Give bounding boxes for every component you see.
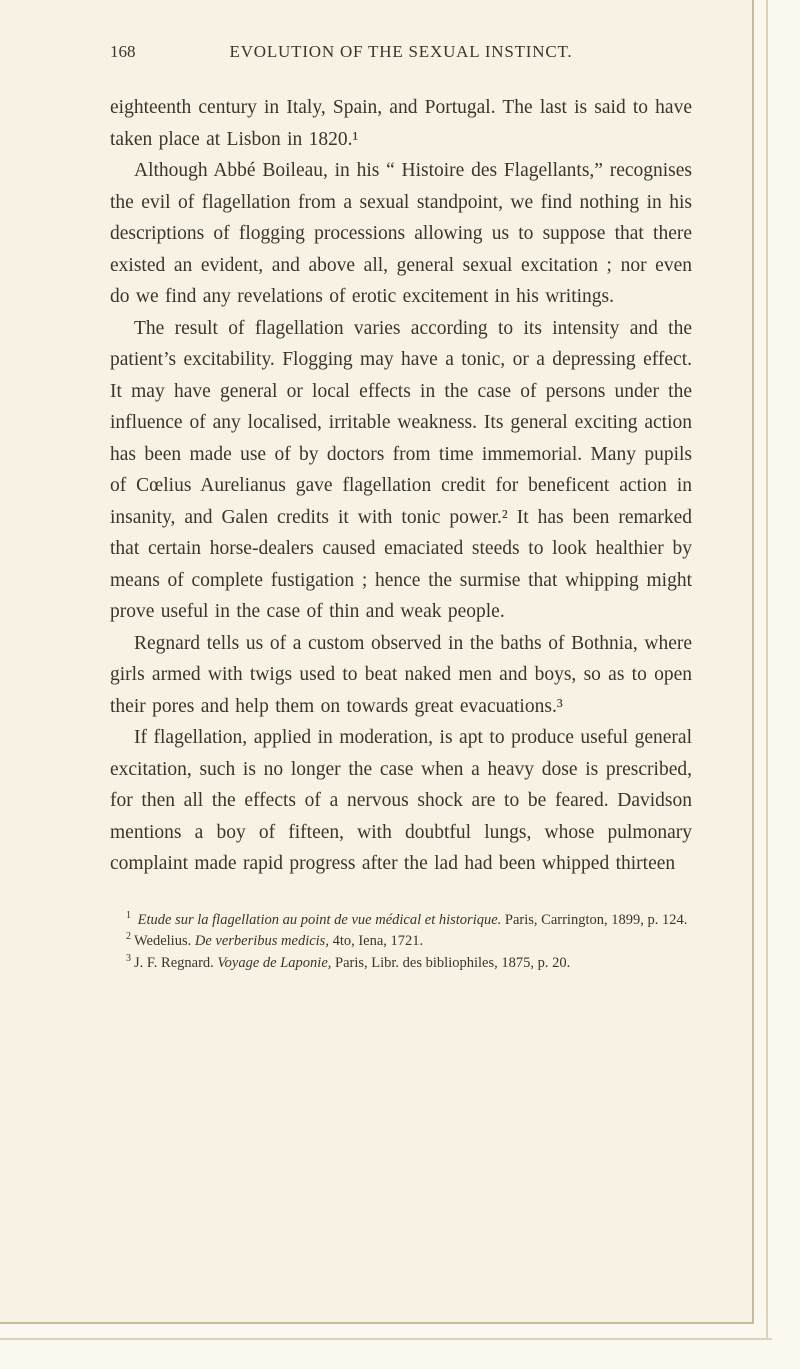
footnote-marker: 1 [126, 909, 131, 921]
page-edge-right [766, 0, 768, 1340]
footnote [110, 931, 692, 953]
footnote [110, 953, 692, 975]
page-body [110, 92, 692, 880]
paragraph: The result of flagellation varies according to its intensity and the patient’s excitability. Flogging may have a tonic, or a depressing effect. It may have general or local effects in the case of persons under the influence of any localised, irritable weakness. Its general exciting action has been made use of by doctors from time immemorial. Many pupils of Cœlius Aurelianus gave flagellation credit for beneficent action in insanity, and Galen credits it with tonic power.² It has been remarked that certain horse-dealers caused emaciated steeds to look healthier by means of complete fustigation ; hence the surmise that whipping might prove useful in the case of thin and weak people. [110, 317, 692, 622]
footnote-author: Wedelius. [134, 933, 192, 949]
footnote-author: J. F. Regnard. [134, 954, 214, 971]
paragraph: Although Abbé Boileau, in his “ Histoire des Flagellants,” recognises the evil of flagellation from a sexual standpoint, we find nothing in his descriptions of flogging processions allowing us to suppose that there existed an evident, and above all, general sexual excitation ; nor even do we find any revelations of erotic excitement in his writings. [110, 160, 692, 307]
paragraph: eighteenth century in Italy, Spain, and Portugal. The last is said to have taken place at Lisbon in 1820.¹ [110, 97, 692, 150]
footnote-detail: Paris, Libr. des bibliophiles, 1875, p. 20. [335, 954, 571, 971]
footnote-title: Etude sur la flagellation au point de vue médical et historique. [137, 911, 502, 928]
paragraph: If flagellation, applied in moderation, is apt to produce useful general excitation, such is no longer the case when a heavy dose is prescribed, for then all the effects of a nervous shock are to be feared. Davidson mentions a boy of fifteen, with doubtful lungs, whose pulmonary complaint made rapid progress after the lad had been whipped thirteen [110, 727, 692, 874]
paragraph: Regnard tells us of a custom observed in the baths of Bothnia, where girls armed with twigs used to beat naked men and boys, so as to open their pores and help them on towards great evacuations.³ [110, 632, 692, 717]
page-content [110, 42, 692, 974]
footnote-detail: 4to, Iena, 1721. [332, 933, 424, 949]
footnote-marker: 3 [126, 952, 131, 964]
footnote-detail: Paris, Carrington, 1899, p. 124. [504, 911, 688, 928]
page-edge-bottom [0, 1338, 772, 1340]
footnote [110, 910, 692, 932]
footnotes [110, 910, 692, 975]
footnote-title: De verberibus medicis, [194, 933, 329, 949]
footnote-marker: 2 [126, 931, 131, 943]
page-number: 168 [110, 42, 136, 61]
running-title: EVOLUTION OF THE SEXUAL INSTINCT. [229, 42, 573, 61]
running-head [110, 42, 692, 62]
footnote-title: Voyage de Laponie, [217, 954, 332, 971]
